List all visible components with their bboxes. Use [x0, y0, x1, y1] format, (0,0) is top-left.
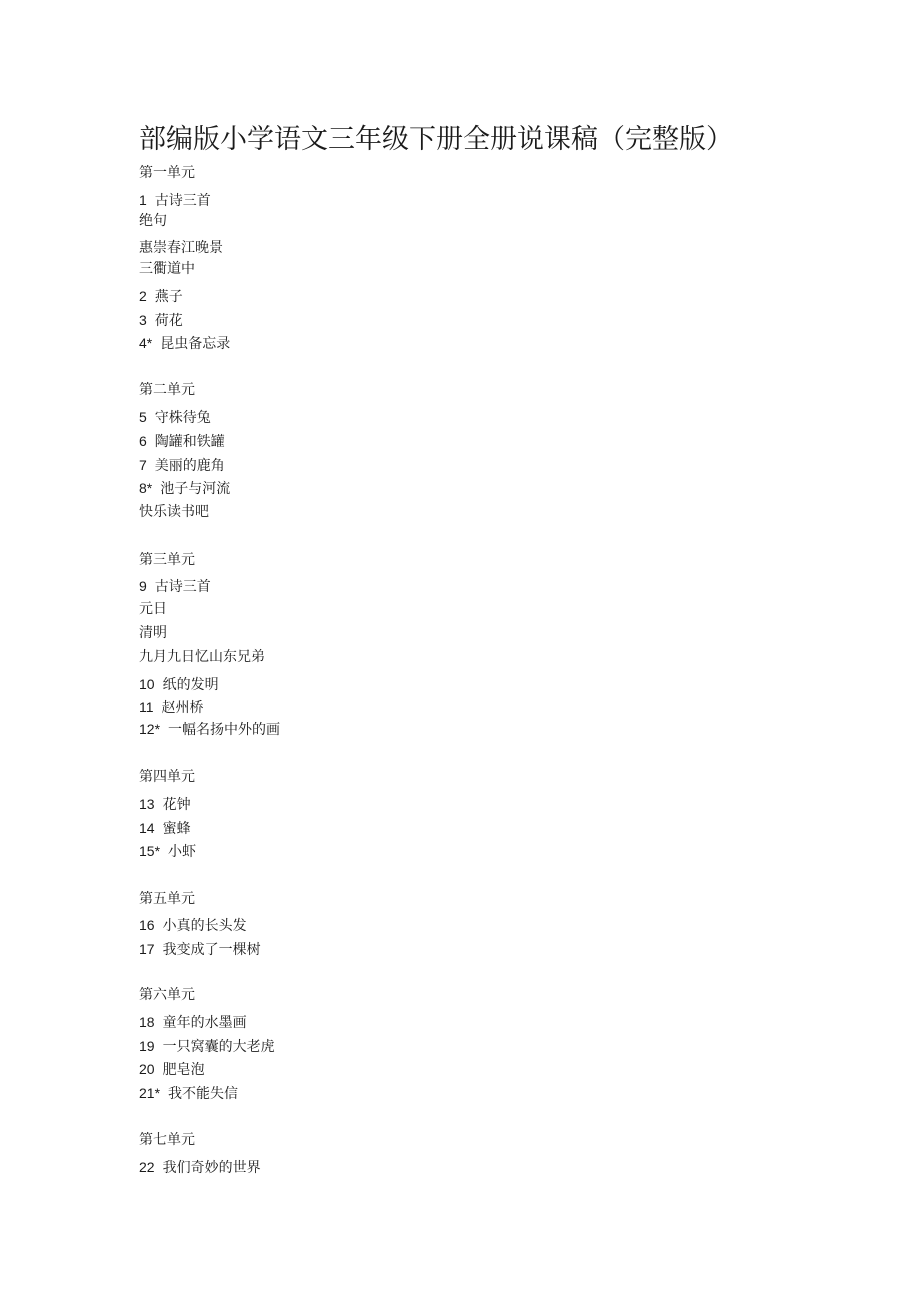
- line-text: 池子与河流: [160, 481, 231, 497]
- line-text: 燕子: [154, 289, 183, 305]
- line-text: 赵州桥: [161, 700, 204, 716]
- sub-item: [139, 260, 195, 278]
- line-text: 第五单元: [139, 891, 195, 907]
- lesson-number: 9: [139, 578, 147, 594]
- line-text: 美丽的鹿角: [154, 458, 225, 474]
- lesson-number: 20: [139, 1061, 155, 1077]
- line-text: 元日: [139, 601, 167, 617]
- lesson-number: 5: [139, 409, 147, 425]
- line-text: 我变成了一棵树: [162, 942, 261, 958]
- unit-heading: [139, 768, 195, 786]
- unit-heading: [139, 551, 195, 569]
- line-text: 古诗三首: [154, 193, 211, 209]
- line-text: 昆虫备忘录: [160, 336, 231, 352]
- sub-item: [139, 600, 167, 618]
- lesson-item: [139, 456, 225, 475]
- lesson-item: [139, 311, 183, 330]
- line-text: 第四单元: [139, 769, 195, 785]
- line-text: 蜜蜂: [162, 821, 191, 837]
- lesson-item: [139, 819, 191, 838]
- line-text: 第二单元: [139, 382, 195, 398]
- line-text: 第七单元: [139, 1132, 195, 1148]
- lesson-number: 6: [139, 433, 147, 449]
- lesson-item: [139, 1060, 205, 1079]
- lesson-item: [139, 408, 211, 427]
- lesson-number: 4*: [139, 335, 153, 351]
- lesson-item: [139, 1158, 261, 1177]
- lesson-item: [139, 698, 204, 717]
- line-text: 我不能失信: [168, 1086, 239, 1102]
- lesson-item: [139, 1084, 238, 1103]
- line-text: 小虾: [168, 844, 197, 860]
- lesson-item: [139, 795, 191, 814]
- line-text: 三衢道中: [139, 261, 195, 277]
- line-text: 纸的发明: [162, 677, 219, 693]
- lesson-number: 19: [139, 1038, 155, 1054]
- lesson-item: [139, 334, 230, 353]
- lesson-number: 13: [139, 796, 155, 812]
- lesson-number: 16: [139, 917, 155, 933]
- lesson-item: [139, 577, 211, 596]
- line-text: 第一单元: [139, 165, 195, 181]
- sub-item: [139, 503, 209, 521]
- sub-item: [139, 624, 167, 642]
- unit-heading: [139, 381, 195, 399]
- lesson-number: 8*: [139, 480, 153, 496]
- lesson-item: [139, 842, 196, 861]
- lesson-number: 2: [139, 288, 147, 304]
- lesson-number: 15*: [139, 843, 161, 859]
- sub-item: [139, 239, 223, 257]
- lesson-item: [139, 1013, 247, 1032]
- lesson-number: 10: [139, 676, 155, 692]
- unit-heading: [139, 890, 195, 908]
- line-text: 快乐读书吧: [139, 504, 209, 520]
- lesson-item: [139, 479, 230, 498]
- line-text: 惠崇春江晚景: [139, 240, 223, 256]
- unit-heading: [139, 1131, 195, 1149]
- line-text: 一只窝囊的大老虎: [162, 1039, 275, 1055]
- line-text: 花钟: [162, 797, 191, 813]
- line-text: 我们奇妙的世界: [162, 1160, 261, 1176]
- lesson-number: 1: [139, 192, 147, 208]
- line-text: 第六单元: [139, 987, 195, 1003]
- lesson-item: [139, 432, 225, 451]
- lesson-number: 21*: [139, 1085, 161, 1101]
- lesson-number: 11: [139, 699, 154, 715]
- line-text: 九月九日忆山东兄弟: [139, 649, 265, 665]
- line-text: 守株待兔: [154, 410, 211, 426]
- line-text: 古诗三首: [154, 579, 211, 595]
- lesson-number: 12*: [139, 721, 161, 737]
- unit-heading: [139, 986, 195, 1004]
- unit-heading: [139, 164, 195, 182]
- line-text: 童年的水墨画: [162, 1015, 247, 1031]
- line-text: 肥皂泡: [162, 1062, 205, 1078]
- lesson-item: [139, 191, 211, 210]
- lesson-item: [139, 916, 247, 935]
- lesson-item: [139, 940, 261, 959]
- lesson-number: 18: [139, 1014, 155, 1030]
- line-text: 绝句: [139, 213, 167, 229]
- lesson-number: 3: [139, 312, 147, 328]
- lesson-item: [139, 720, 280, 739]
- line-text: 清明: [139, 625, 167, 641]
- sub-item: [139, 212, 167, 230]
- lesson-number: 17: [139, 941, 155, 957]
- document-title: 部编版小学语文三年级下册全册说课稿（完整版）: [139, 124, 733, 155]
- line-text: 小真的长头发: [162, 918, 247, 934]
- lesson-number: 14: [139, 820, 155, 836]
- line-text: 第三单元: [139, 552, 195, 568]
- sub-item: [139, 648, 265, 666]
- line-text: 一幅名扬中外的画: [168, 722, 281, 738]
- lesson-number: 22: [139, 1159, 155, 1175]
- line-text: 荷花: [154, 313, 183, 329]
- lesson-number: 7: [139, 457, 147, 473]
- lesson-item: [139, 675, 219, 694]
- lesson-item: [139, 287, 183, 306]
- lesson-item: [139, 1037, 275, 1056]
- line-text: 陶罐和铁罐: [154, 434, 225, 450]
